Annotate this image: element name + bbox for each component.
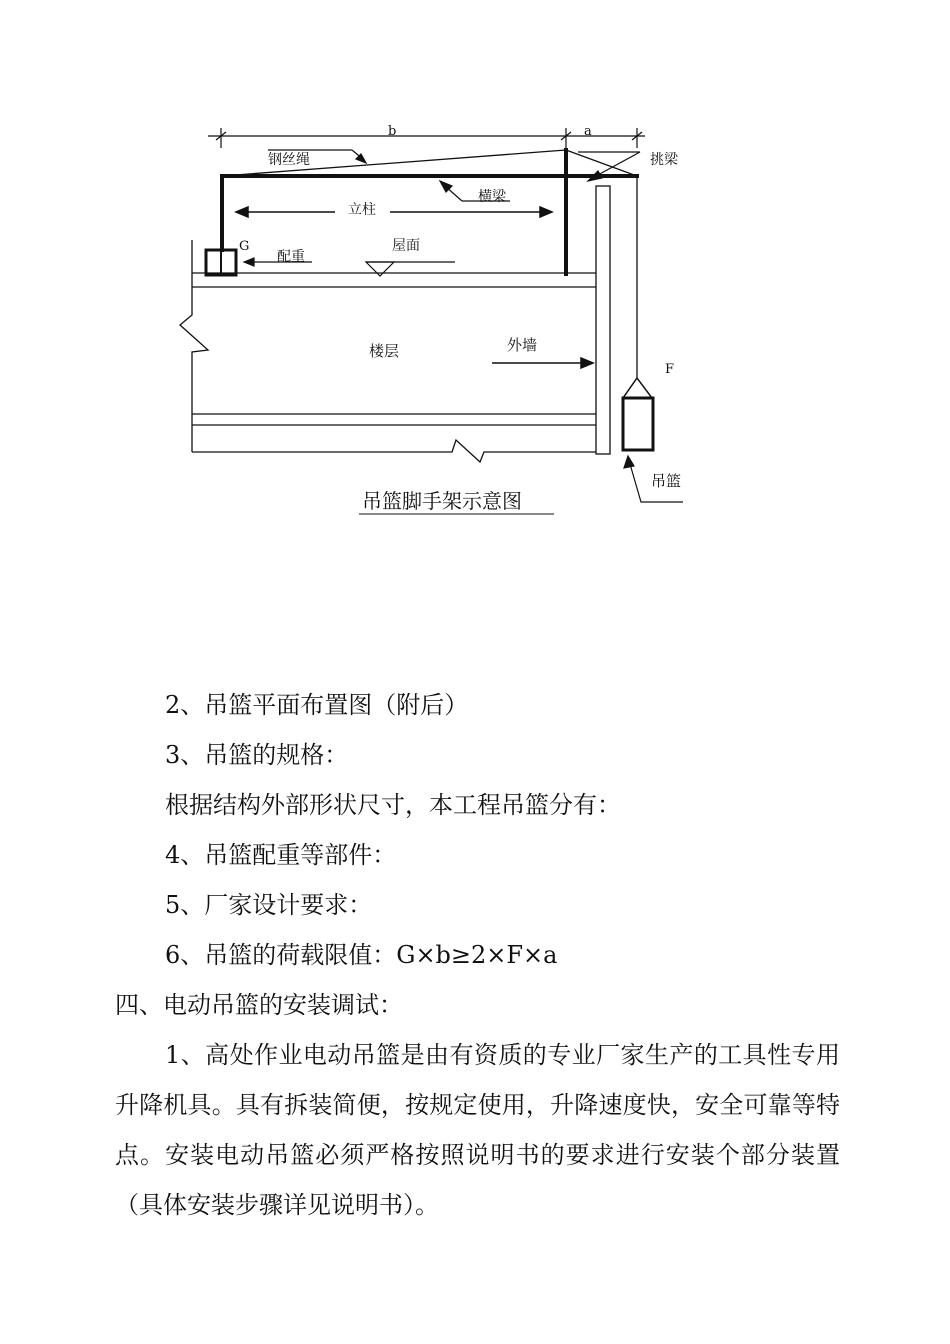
outer-wall-label: 外墙 [507, 336, 538, 354]
body-paragraph: 1、高处作业电动吊篮是由有资质的专业厂家生产的工具性专用升降机具。具有拆装简便，按规定使用，升降速度快，安全可靠等特点。安装电动吊篮必须严格按照说明书的要求进行安装个部分装置（具体安装步骤详见说明书）。 [115, 1041, 840, 1219]
gondola-scaffold-diagram [0, 0, 950, 560]
gondola-basket [623, 398, 653, 450]
item-5: 5、厂家设计要求： [165, 891, 373, 919]
crossbeam-label: 横梁 [478, 189, 506, 205]
cantilever-label: 挑梁 [650, 152, 678, 168]
building-structure [180, 186, 610, 462]
diagram-caption: 吊篮脚手架示意图 [362, 489, 522, 513]
basket-suspension [623, 378, 652, 398]
section-heading: 四、电动吊篮的安装调试： [115, 991, 403, 1019]
item-4: 4、吊篮配重等部件： [165, 841, 397, 869]
load-F-label: F [665, 362, 675, 377]
item-2: 2、吊篮平面布置图（附后） [165, 691, 469, 719]
roof-label: 屋面 [392, 238, 420, 254]
basket-label: 吊篮 [651, 472, 682, 490]
outer-wall-pointer [492, 358, 593, 368]
dim-b-label: b [388, 124, 397, 139]
counterweight-label: 配重 [277, 249, 305, 265]
roof-level-marker [366, 262, 455, 276]
counterweight-G-label: G [239, 239, 250, 254]
item-6-load-limit: 6、吊篮的荷载限值：G×b≥2×F×a [165, 941, 558, 969]
wire-rope-label: 钢丝绳 [268, 152, 310, 168]
column-span-arrow [236, 207, 552, 217]
floor-label: 楼层 [369, 342, 400, 360]
item-3: 3、吊篮的规格： [165, 741, 349, 769]
dim-a-label: a [584, 124, 592, 139]
dimension-line [208, 128, 645, 148]
column-label: 立柱 [348, 202, 376, 218]
spec-text: 根据结构外部形状尺寸，本工程吊篮分有： [165, 791, 621, 819]
